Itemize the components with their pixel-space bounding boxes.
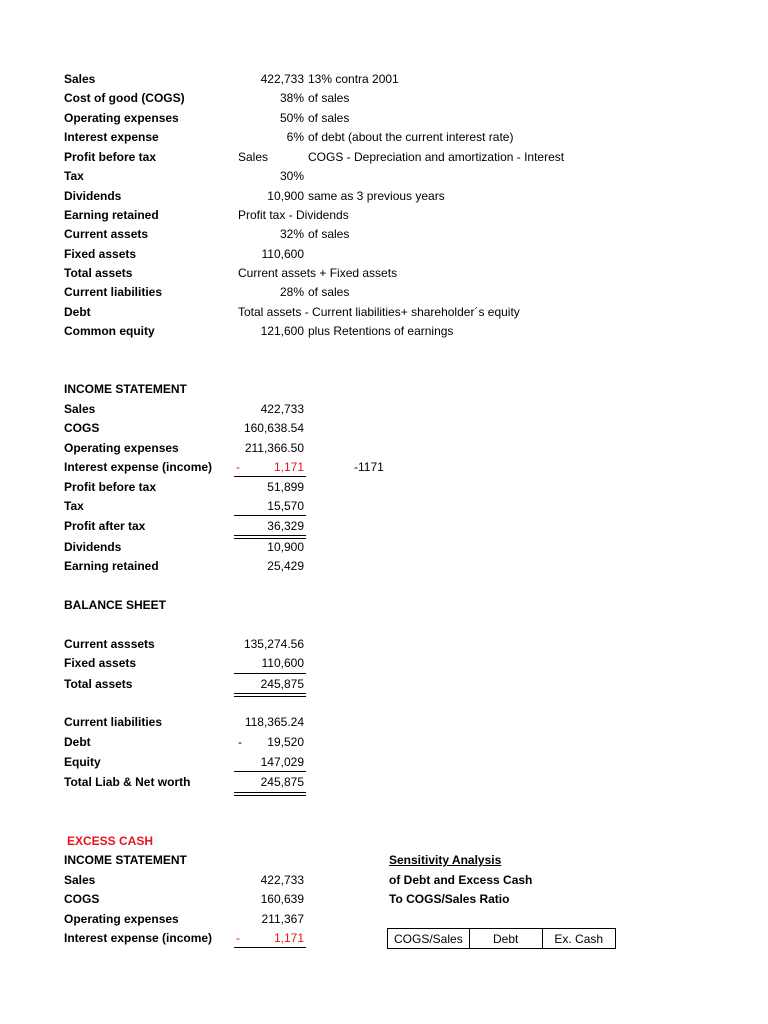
assumption-note: of debt (about the current interest rate)	[308, 130, 514, 144]
assumption-value: 38%	[279, 91, 304, 105]
total-double-rule	[234, 693, 306, 697]
assumption-label: Fixed assets	[64, 247, 137, 261]
subtotal-rule	[234, 673, 306, 674]
column-header-ex-cash: Ex. Cash	[542, 929, 615, 949]
assumption-label: Operating expenses	[64, 111, 179, 125]
negative-sign: -	[236, 931, 240, 945]
negative-sign: -	[238, 735, 242, 749]
balance-row-label: Equity	[64, 755, 101, 769]
subtotal-rule	[234, 771, 306, 772]
income-row-label: Tax	[64, 499, 84, 513]
excess-row-value: 422,733	[260, 873, 304, 887]
assumption-note: of sales	[308, 91, 350, 105]
assumption-value: 50%	[279, 111, 304, 125]
excess-row-value: 160,639	[260, 892, 304, 906]
balance-row-value: 110,600	[261, 656, 304, 670]
balance-row-label: Total assets	[64, 677, 133, 691]
assumption-label: Total assets	[64, 266, 133, 280]
income-row-value: 422,733	[260, 402, 304, 416]
assumption-label: Earning retained	[64, 208, 159, 222]
assumption-value: 28%	[279, 285, 304, 299]
income-row-value: 10,900	[267, 540, 304, 554]
balance-row-value: 135,274.56	[243, 637, 304, 651]
excess-row-label: COGS	[64, 892, 100, 906]
assumption-label: Current assets	[64, 227, 149, 241]
subtotal-rule	[234, 476, 306, 477]
balance-row-label: Current liabilities	[64, 715, 163, 729]
assumption-value: 110,600	[261, 247, 304, 261]
income-row-value: 36,329	[267, 519, 304, 533]
total-double-rule	[234, 792, 306, 796]
assumption-value: Total assets - Current liabilities+ shareholder´s equity	[238, 305, 520, 319]
balance-row-label: Debt	[64, 735, 91, 749]
balance-row-value: 245,875	[260, 775, 304, 789]
income-row-value: 211,366.50	[244, 441, 304, 455]
balance-sheet-title: BALANCE SHEET	[64, 598, 167, 612]
assumption-label: Cost of good (COGS)	[64, 91, 185, 105]
income-row-label: Earning retained	[64, 559, 159, 573]
assumption-value: Sales	[238, 150, 269, 164]
balance-row-value: 118,365.24	[244, 715, 304, 729]
balance-row-label: Fixed assets	[64, 656, 137, 670]
income-row-label: Profit after tax	[64, 519, 146, 533]
assumption-label: Profit before tax	[64, 150, 157, 164]
assumption-value: 6%	[286, 130, 304, 144]
income-row-value: 160,638.54	[243, 421, 304, 435]
assumption-label: Interest expense	[64, 130, 159, 144]
assumption-note: same as 3 previous years	[308, 189, 445, 203]
excess-row-label: Interest expense (income)	[64, 931, 213, 945]
column-header-debt: Debt	[469, 929, 542, 949]
assumption-label: Tax	[64, 169, 84, 183]
excess-row-value: 1,171	[273, 931, 304, 945]
interest-side-value: -1171	[354, 460, 384, 474]
balance-row-value: 245,875	[260, 677, 304, 691]
assumption-value: 121,600	[260, 324, 304, 338]
assumption-label: Common equity	[64, 324, 155, 338]
assumption-value: 10,900	[267, 189, 304, 203]
income-row-label: Sales	[64, 402, 96, 416]
table-header-row	[388, 929, 616, 949]
negative-sign: -	[236, 460, 240, 474]
assumption-note: plus Retentions of earnings	[308, 324, 454, 338]
assumption-value: Current assets + Fixed assets	[238, 266, 398, 280]
column-header-cogs-sales: COGS/Sales	[388, 929, 470, 949]
sensitivity-subtitle: of Debt and Excess Cash	[389, 873, 533, 887]
sensitivity-title: Sensitivity Analysis	[389, 853, 502, 867]
income-row-value: 51,899	[267, 480, 304, 494]
total-double-rule	[234, 535, 306, 539]
assumption-label: Dividends	[64, 189, 122, 203]
income-row-value: 1,171	[273, 460, 304, 474]
income-row-label: COGS	[64, 421, 100, 435]
income-row-label: Profit before tax	[64, 480, 157, 494]
balance-row-value: 147,029	[260, 755, 304, 769]
balance-row-label: Current asssets	[64, 637, 155, 651]
assumption-value: 32%	[279, 227, 304, 241]
assumption-value: 30%	[279, 169, 304, 183]
income-row-label: Interest expense (income)	[64, 460, 213, 474]
assumption-note: of sales	[308, 111, 350, 125]
assumption-label: Sales	[64, 72, 96, 86]
income-row-label: Dividends	[64, 540, 122, 554]
excess-cash-subtitle: INCOME STATEMENT	[64, 853, 187, 867]
balance-row-label: Total Liab & Net worth	[64, 775, 191, 789]
income-statement-title: INCOME STATEMENT	[64, 382, 187, 396]
assumption-note: COGS - Depreciation and amortization - Interest	[308, 150, 565, 164]
assumption-note: of sales	[308, 227, 350, 241]
excess-row-label: Operating expenses	[64, 912, 179, 926]
subtotal-rule	[234, 947, 306, 948]
excess-row-value: 211,367	[261, 912, 304, 926]
income-row-label: Operating expenses	[64, 441, 179, 455]
assumption-label: Debt	[64, 305, 91, 319]
assumption-label: Current liabilities	[64, 285, 163, 299]
assumption-note: of sales	[308, 285, 350, 299]
sensitivity-subtitle: To COGS/Sales Ratio	[389, 892, 510, 906]
assumption-value: Profit tax - Dividends	[238, 208, 349, 222]
excess-row-label: Sales	[64, 873, 96, 887]
income-row-value: 15,570	[267, 499, 304, 513]
assumption-value: 422,733	[260, 72, 304, 86]
sensitivity-table	[387, 928, 616, 949]
assumption-note: 13% contra 2001	[308, 72, 399, 86]
balance-row-value: 19,520	[267, 735, 304, 749]
excess-cash-title: EXCESS CASH	[67, 834, 154, 848]
subtotal-rule	[234, 515, 306, 516]
income-row-value: 25,429	[267, 559, 304, 573]
